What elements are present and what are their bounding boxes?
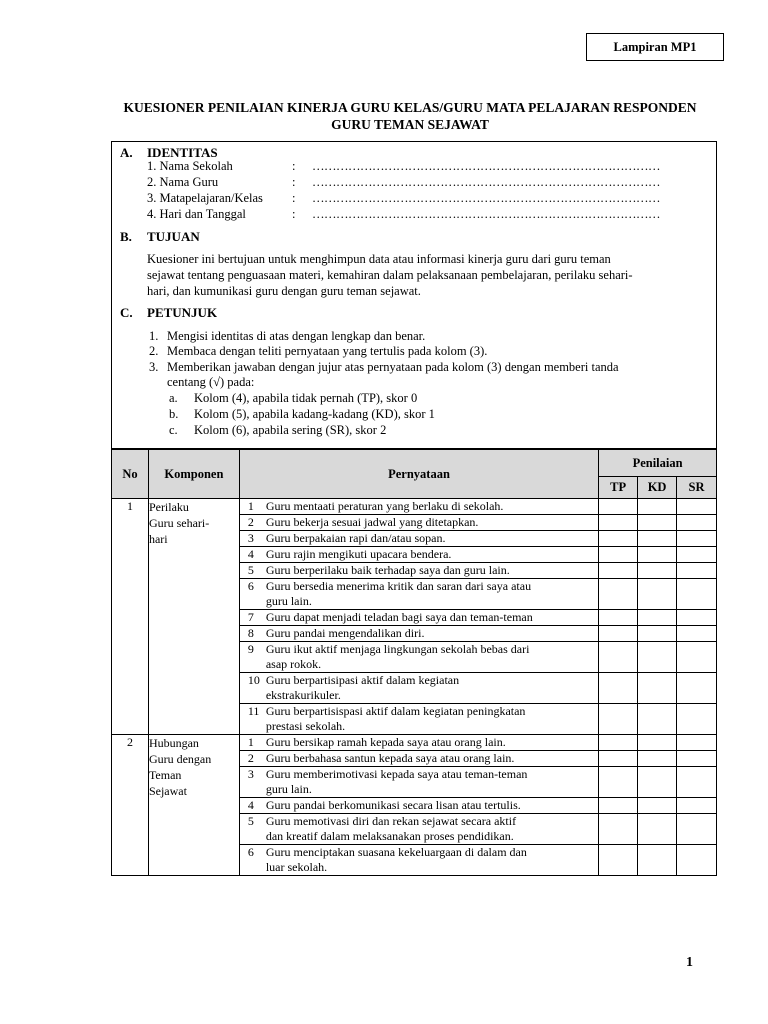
identity-field-teacher[interactable]: ……………………………………………………………………………: [312, 175, 660, 189]
purpose-text-line: sejawat tentang penguasaan materi, kemahiran dalam pelaksanaan pembelajaran, perilaku sehari-: [147, 268, 633, 282]
statement-text-line: Guru menciptakan suasana kekeluargaan di dalam dan: [265, 845, 527, 859]
document-title-line1: KUESIONER PENILAIAN KINERJA GURU KELAS/GURU MATA PELAJARAN RESPONDEN: [123, 100, 697, 115]
statement-text-line: Guru ikut aktif menjaga lingkungan sekolah bebas dari: [265, 642, 530, 656]
rating-cell-sr[interactable]: [677, 547, 717, 563]
rating-cell-sr[interactable]: [677, 563, 717, 579]
identity-field-subject[interactable]: ……………………………………………………………………………: [312, 191, 660, 205]
statement-text-line: Guru mentaati peraturan yang berlaku di sekolah.: [265, 499, 504, 513]
rating-cell-sr[interactable]: [677, 673, 717, 704]
rating-cell-tp[interactable]: [599, 610, 638, 626]
section-b-heading: TUJUAN: [147, 229, 200, 244]
rating-cell-kd[interactable]: [638, 751, 677, 767]
rating-cell-kd[interactable]: [638, 563, 677, 579]
statement-cell: [239, 673, 598, 704]
rating-cell-tp[interactable]: [599, 798, 638, 814]
statement-cell: [239, 547, 598, 563]
section-a-letter: A.: [120, 145, 133, 160]
instruction-number: 1.: [149, 329, 159, 343]
rating-cell-sr[interactable]: [677, 751, 717, 767]
instruction-number: 2.: [149, 344, 159, 358]
component-label-line: Perilaku: [148, 500, 189, 514]
statement-number: 5: [247, 563, 254, 577]
identity-colon: :: [292, 191, 296, 205]
statement-number: 2: [247, 515, 254, 529]
statement-cell: [239, 814, 598, 845]
statement-cell: [239, 626, 598, 642]
statement-cell: [239, 642, 598, 673]
instruction-text-continuation: centang (√) pada:: [167, 375, 255, 389]
rating-cell-tp[interactable]: [599, 626, 638, 642]
statement-text-line: Guru berbahasa santun kepada saya atau orang lain.: [265, 751, 515, 765]
rating-cell-sr[interactable]: [677, 814, 717, 845]
section-c-letter: C.: [120, 305, 133, 320]
statement-number: 7: [247, 610, 254, 624]
rating-cell-tp[interactable]: [599, 673, 638, 704]
instruction-number: 3.: [149, 360, 159, 374]
statement-text-line: Guru memotivasi diri dan rekan sejawat secara aktif: [265, 814, 517, 828]
instruction-text: Membaca dengan teliti pernyataan yang tertulis pada kolom (3).: [167, 344, 488, 358]
rating-cell-kd[interactable]: [638, 547, 677, 563]
identity-field-date[interactable]: ……………………………………………………………………………: [312, 207, 660, 221]
section-c-heading: PETUNJUK: [147, 305, 218, 320]
rating-cell-sr[interactable]: [677, 610, 717, 626]
statement-text: [266, 767, 598, 797]
statement-number: 1: [247, 499, 254, 513]
rating-cell-tp[interactable]: [599, 845, 638, 876]
rating-cell-tp[interactable]: [599, 704, 638, 735]
statement-number: 3: [247, 531, 254, 545]
statement-number: 9: [247, 642, 254, 656]
purpose-text-line: hari, dan kumunikasi guru dengan guru teman sejawat.: [147, 284, 421, 298]
rating-cell-sr[interactable]: [677, 735, 717, 751]
rating-cell-kd[interactable]: [638, 673, 677, 704]
statement-number: 1: [247, 735, 254, 749]
rating-cell-kd[interactable]: [638, 579, 677, 610]
rating-cell-kd[interactable]: [638, 499, 677, 515]
component-label-line: Guru sehari-: [148, 516, 210, 530]
statement-text-line: Guru memberimotivasi kepada saya atau teman-teman: [265, 767, 528, 781]
identity-label-school: 1. Nama Sekolah: [147, 159, 233, 173]
header-tp: TP: [599, 477, 638, 499]
rating-cell-tp[interactable]: [599, 642, 638, 673]
instruction-sub-text: Kolom (4), apabila tidak pernah (TP), skor 0: [194, 391, 418, 405]
rating-cell-tp[interactable]: [599, 751, 638, 767]
rating-cell-tp[interactable]: [599, 814, 638, 845]
rating-cell-sr[interactable]: [677, 767, 717, 798]
header-komponen: Komponen: [148, 450, 239, 499]
instruction-sub-text: Kolom (5), apabila kadang-kadang (KD), skor 1: [194, 407, 435, 421]
statement-cell: [239, 704, 598, 735]
row-number: 1: [112, 499, 149, 735]
header-kd: KD: [638, 477, 677, 499]
statement-text-line: Guru berpakaian rapi dan/atau sopan.: [265, 531, 446, 545]
statement-text: [266, 499, 598, 514]
rating-cell-kd[interactable]: [638, 814, 677, 845]
instruction-sub-letter: c.: [169, 423, 178, 437]
statement-text: [266, 704, 598, 734]
info-box: [111, 141, 717, 449]
statement-text: [266, 735, 598, 750]
rating-cell-sr[interactable]: [677, 515, 717, 531]
rating-cell-tp[interactable]: [599, 515, 638, 531]
row-number: 2: [112, 735, 149, 876]
rating-cell-kd[interactable]: [638, 626, 677, 642]
statement-text: [266, 673, 598, 703]
rating-cell-sr[interactable]: [677, 531, 717, 547]
rating-cell-tp[interactable]: [599, 579, 638, 610]
table-row: [112, 735, 717, 751]
statement-number: 2: [247, 751, 254, 765]
identity-label-teacher: 2. Nama Guru: [147, 175, 219, 189]
component-label-line: hari: [148, 532, 168, 546]
statement-number: 3: [247, 767, 254, 781]
statement-text-line: Guru rajin mengikuti upacara bendera.: [265, 547, 452, 561]
statement-text: [266, 531, 598, 546]
statement-cell: [239, 845, 598, 876]
statement-text-line: Guru bekerja sesuai jadwal yang ditetapkan.: [265, 515, 479, 529]
component-cell: [148, 735, 239, 876]
statement-text-line: guru lain.: [265, 594, 312, 608]
statement-number: 6: [247, 845, 254, 859]
rating-cell-sr[interactable]: [677, 845, 717, 876]
rating-cell-sr[interactable]: [677, 579, 717, 610]
rating-cell-sr[interactable]: [677, 499, 717, 515]
rating-cell-kd[interactable]: [638, 610, 677, 626]
rating-cell-tp[interactable]: [599, 767, 638, 798]
instruction-text: Memberikan jawaban dengan jujur atas pernyataan pada kolom (3) dengan memberi tanda: [167, 360, 619, 374]
statement-number: 11: [247, 704, 260, 718]
statement-number: 6: [247, 579, 254, 593]
statement-text: [266, 563, 598, 578]
instruction-text: Mengisi identitas di atas dengan lengkap dan benar.: [167, 329, 426, 343]
document-title-line2: GURU TEMAN SEJAWAT: [331, 117, 489, 132]
header-pernyataan: Pernyataan: [239, 450, 598, 499]
identity-label-subject: 3. Matapelajaran/Kelas: [147, 191, 263, 205]
rating-cell-kd[interactable]: [638, 531, 677, 547]
component-label-line: Hubungan: [148, 736, 199, 750]
statement-text-line: asap rokok.: [265, 657, 322, 671]
instruction-sub-letter: b.: [169, 407, 179, 421]
statement-text-line: Guru pandai mengendalikan diri.: [265, 626, 425, 640]
component-cell: [148, 499, 239, 735]
rating-cell-sr[interactable]: [677, 798, 717, 814]
statement-text: [266, 798, 598, 813]
rating-cell-kd[interactable]: [638, 798, 677, 814]
statement-text-line: luar sekolah.: [265, 860, 328, 874]
rating-cell-tp[interactable]: [599, 563, 638, 579]
statement-text: [266, 610, 598, 625]
statement-text: [266, 579, 598, 609]
rating-cell-sr[interactable]: [677, 704, 717, 735]
identity-colon: :: [292, 159, 296, 173]
statement-cell: [239, 798, 598, 814]
statement-text: [266, 751, 598, 766]
table-body: [112, 499, 717, 876]
rating-cell-kd[interactable]: [638, 642, 677, 673]
identity-colon: :: [292, 207, 296, 221]
rating-cell-tp[interactable]: [599, 531, 638, 547]
statement-text-line: Guru berperilaku baik terhadap saya dan guru lain.: [265, 563, 510, 577]
header-penilaian: Penilaian: [599, 450, 717, 477]
statement-number: 4: [247, 798, 254, 812]
component-label-line: Guru dengan: [148, 752, 212, 766]
statement-text-line: Guru bersedia menerima kritik dan saran dari saya atau: [265, 579, 532, 593]
section-a-heading: IDENTITAS: [147, 145, 218, 160]
statement-cell: [239, 499, 598, 515]
page-number: 1: [686, 955, 693, 970]
statement-cell: [239, 610, 598, 626]
statement-text: [266, 626, 598, 641]
instruction-sub-text: Kolom (6), apabila sering (SR), skor 2: [194, 423, 387, 437]
rating-cell-tp[interactable]: [599, 735, 638, 751]
section-b-letter: B.: [120, 229, 132, 244]
instruction-sub-letter: a.: [169, 391, 178, 405]
statement-cell: [239, 735, 598, 751]
statement-cell: [239, 767, 598, 798]
statement-text: [266, 642, 598, 672]
statement-cell: [239, 563, 598, 579]
rating-cell-kd[interactable]: [638, 515, 677, 531]
header-sr: SR: [677, 477, 717, 499]
statement-number: 5: [247, 814, 254, 828]
statement-text-line: dan kreatif dalam melaksanakan proses pendidikan.: [265, 829, 514, 843]
questionnaire-table: [111, 449, 717, 876]
rating-cell-kd[interactable]: [638, 735, 677, 751]
identity-label-date: 4. Hari dan Tanggal: [147, 207, 246, 221]
statement-text-line: Guru berpartisispasi aktif dalam kegiatan peningkatan: [265, 704, 526, 718]
statement-text-line: Guru bersikap ramah kepada saya atau orang lain.: [265, 735, 506, 749]
statement-number: 4: [247, 547, 254, 561]
statement-number: 10: [247, 673, 260, 687]
component-label-line: Teman: [148, 768, 182, 782]
rating-cell-tp[interactable]: [599, 499, 638, 515]
purpose-text-line: Kuesioner ini bertujuan untuk menghimpun data atau informasi kinerja guru dari guru teman: [147, 252, 611, 266]
rating-cell-kd[interactable]: [638, 767, 677, 798]
rating-cell-sr[interactable]: [677, 642, 717, 673]
statement-number: 8: [247, 626, 254, 640]
statement-text: [266, 515, 598, 530]
statement-text-line: Guru berpartisipasi aktif dalam kegiatan: [265, 673, 460, 687]
rating-cell-kd[interactable]: [638, 704, 677, 735]
statement-cell: [239, 751, 598, 767]
statement-text-line: Guru dapat menjadi teladan bagi saya dan teman-teman: [265, 610, 533, 624]
statement-text-line: prestasi sekolah.: [265, 719, 346, 733]
statement-text-line: ekstrakurikuler.: [265, 688, 341, 702]
header-no: No: [112, 450, 149, 499]
rating-cell-sr[interactable]: [677, 626, 717, 642]
statement-cell: [239, 579, 598, 610]
statement-text: [266, 845, 598, 875]
identity-colon: :: [292, 175, 296, 189]
statement-cell: [239, 515, 598, 531]
component-label-line: Sejawat: [148, 784, 187, 798]
table-row: [112, 499, 717, 515]
rating-cell-tp[interactable]: [599, 547, 638, 563]
identity-field-school[interactable]: ……………………………………………………………………………: [312, 159, 660, 173]
lampiran-label: Lampiran MP1: [586, 33, 724, 61]
statement-text-line: guru lain.: [265, 782, 312, 796]
statement-text: [266, 814, 598, 844]
rating-cell-kd[interactable]: [638, 845, 677, 876]
statement-text: [266, 547, 598, 562]
statement-text-line: Guru pandai berkomunikasi secara lisan atau tertulis.: [265, 798, 521, 812]
statement-cell: [239, 531, 598, 547]
